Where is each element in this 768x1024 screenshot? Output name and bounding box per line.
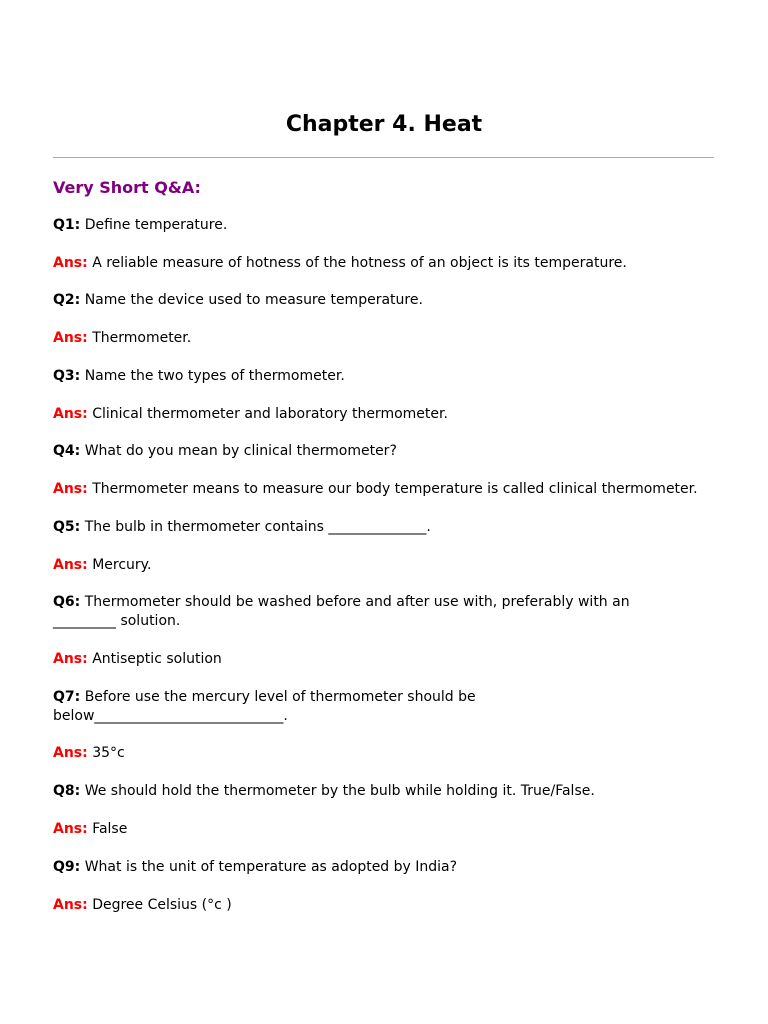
answer-3 [53,405,715,424]
question-text: What do you mean by clinical thermometer? [84,443,397,459]
question-text: Define temperature. [84,217,228,233]
question-text: We should hold the thermometer by the bulb while holding it. True/False. [84,783,595,799]
question-label: Q9: [53,859,81,875]
question-text: Before use the mercury level of thermometer should be below___________________________. [53,689,476,724]
answer-text: Thermometer. [92,330,192,346]
answer-text: A reliable measure of hotness of the hotness of an object is its temperature. [92,255,627,271]
answer-label: Ans: [53,557,88,573]
question-2 [53,291,715,310]
answer-6 [53,650,715,669]
answer-7 [53,744,715,763]
question-text: The bulb in thermometer contains ______________. [84,519,431,535]
answer-8 [53,820,715,839]
answer-text: Degree Celsius (°c ) [92,897,232,913]
answer-label: Ans: [53,651,88,667]
answer-label: Ans: [53,745,88,761]
answer-2 [53,329,715,348]
answer-label: Ans: [53,897,88,913]
answer-text: Thermometer means to measure our body temperature is called clinical thermometer. [92,481,698,497]
question-6 [53,593,653,631]
answer-text: False [92,821,128,837]
question-text: What is the unit of temperature as adopted by India? [84,859,458,875]
answer-text: Mercury. [92,557,152,573]
question-text: Name the two types of thermometer. [84,368,345,384]
answer-label: Ans: [53,406,88,422]
question-label: Q7: [53,689,81,705]
question-label: Q6: [53,594,81,610]
question-7 [53,688,493,726]
answer-5 [53,556,715,575]
page-title: Chapter 4. Heat [285,112,483,137]
question-label: Q8: [53,783,81,799]
answer-text: 35°c [92,745,125,761]
question-label: Q3: [53,368,81,384]
question-label: Q4: [53,443,81,459]
question-label: Q1: [53,217,81,233]
question-text: Name the device used to measure temperature. [84,292,423,308]
answer-text: Antiseptic solution [92,651,222,667]
question-label: Q2: [53,292,81,308]
question-8 [53,782,715,801]
question-9 [53,858,715,877]
question-4 [53,442,715,461]
answer-label: Ans: [53,481,88,497]
answer-text: Clinical thermometer and laboratory thermometer. [92,406,448,422]
section-heading: Very Short Q&A: [53,178,201,197]
answer-label: Ans: [53,821,88,837]
question-label: Q5: [53,519,81,535]
question-1 [53,216,715,235]
answer-4 [53,480,715,499]
answer-label: Ans: [53,255,88,271]
answer-label: Ans: [53,330,88,346]
question-3 [53,367,715,386]
answer-1 [53,254,715,273]
question-5 [53,518,715,537]
answer-9 [53,896,715,915]
title-divider [53,157,714,158]
question-text: Thermometer should be washed before and after use with, preferably with an _________ solution. [53,594,630,629]
